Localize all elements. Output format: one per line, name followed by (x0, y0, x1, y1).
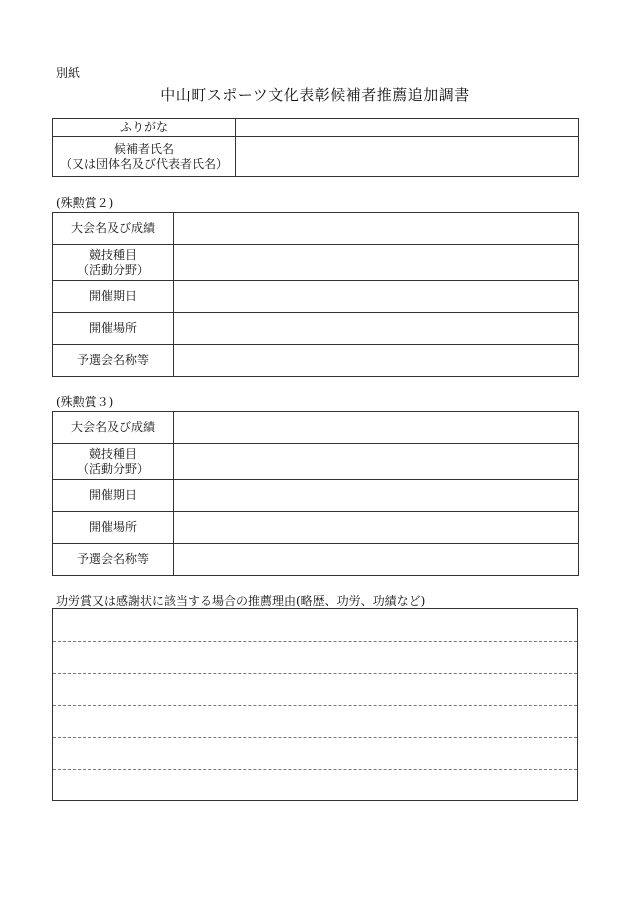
dates-input[interactable] (174, 480, 579, 512)
event-row (53, 444, 579, 480)
ruled-line (53, 673, 577, 674)
tournament-label: 大会名及び成績 (53, 412, 174, 444)
event-label-line2: （活動分野） (76, 461, 149, 476)
candidate-name-label-line1: 候補者氏名 (113, 141, 174, 156)
candidate-name-label-line2: （又は団体名及び代表者氏名） (59, 156, 228, 171)
event-label (53, 245, 174, 281)
candidate-table (52, 118, 579, 177)
qualifier-label: 予選会名称等 (53, 544, 174, 576)
venue-row (53, 313, 579, 345)
dates-row (53, 281, 579, 313)
qualifier-row (53, 345, 579, 377)
dates-label: 開催期日 (53, 281, 174, 313)
document-title: 中山町スポーツ文化表彰候補者推薦追加調書 (160, 86, 470, 104)
qualifier-input[interactable] (174, 544, 579, 576)
qualifier-input[interactable] (174, 345, 579, 377)
furigana-row (53, 119, 579, 137)
ruled-line (53, 705, 577, 706)
dates-label: 開催期日 (53, 480, 174, 512)
ruled-line (53, 769, 577, 770)
ruled-line (53, 641, 577, 642)
venue-row (53, 512, 579, 544)
event-label (53, 444, 174, 480)
candidate-name-label (53, 137, 236, 177)
dates-row (53, 480, 579, 512)
appendix-label: 別紙 (56, 66, 81, 80)
reason-input-box[interactable] (52, 608, 578, 801)
candidate-name-input[interactable] (236, 137, 579, 177)
furigana-label: ふりがな (53, 119, 236, 137)
venue-label: 開催場所 (53, 313, 174, 345)
section-label-shukun2: (殊勲賞２) (56, 196, 114, 210)
furigana-input[interactable] (236, 119, 579, 137)
qualifier-label: 予選会名称等 (53, 345, 174, 377)
event-input[interactable] (174, 245, 579, 281)
event-label-line1: 競技種目 (88, 247, 137, 262)
tournament-row (53, 412, 579, 444)
tournament-input[interactable] (174, 213, 579, 245)
venue-label: 開催場所 (53, 512, 174, 544)
qualifier-row (53, 544, 579, 576)
reason-label: 功労賞又は感謝状に該当する場合の推薦理由(略歴、功労、功績など) (56, 594, 426, 608)
tournament-label: 大会名及び成績 (53, 213, 174, 245)
award-table-shukun3 (52, 411, 579, 576)
event-row (53, 245, 579, 281)
event-label-line2: （活動分野） (76, 262, 149, 277)
tournament-input[interactable] (174, 412, 579, 444)
venue-input[interactable] (174, 313, 579, 345)
dates-input[interactable] (174, 281, 579, 313)
award-table-shukun2 (52, 212, 579, 377)
candidate-name-row (53, 137, 579, 177)
section-label-shukun3: (殊勲賞３) (56, 395, 114, 409)
event-label-line1: 競技種目 (88, 446, 137, 461)
event-input[interactable] (174, 444, 579, 480)
ruled-line (53, 737, 577, 738)
venue-input[interactable] (174, 512, 579, 544)
tournament-row (53, 213, 579, 245)
